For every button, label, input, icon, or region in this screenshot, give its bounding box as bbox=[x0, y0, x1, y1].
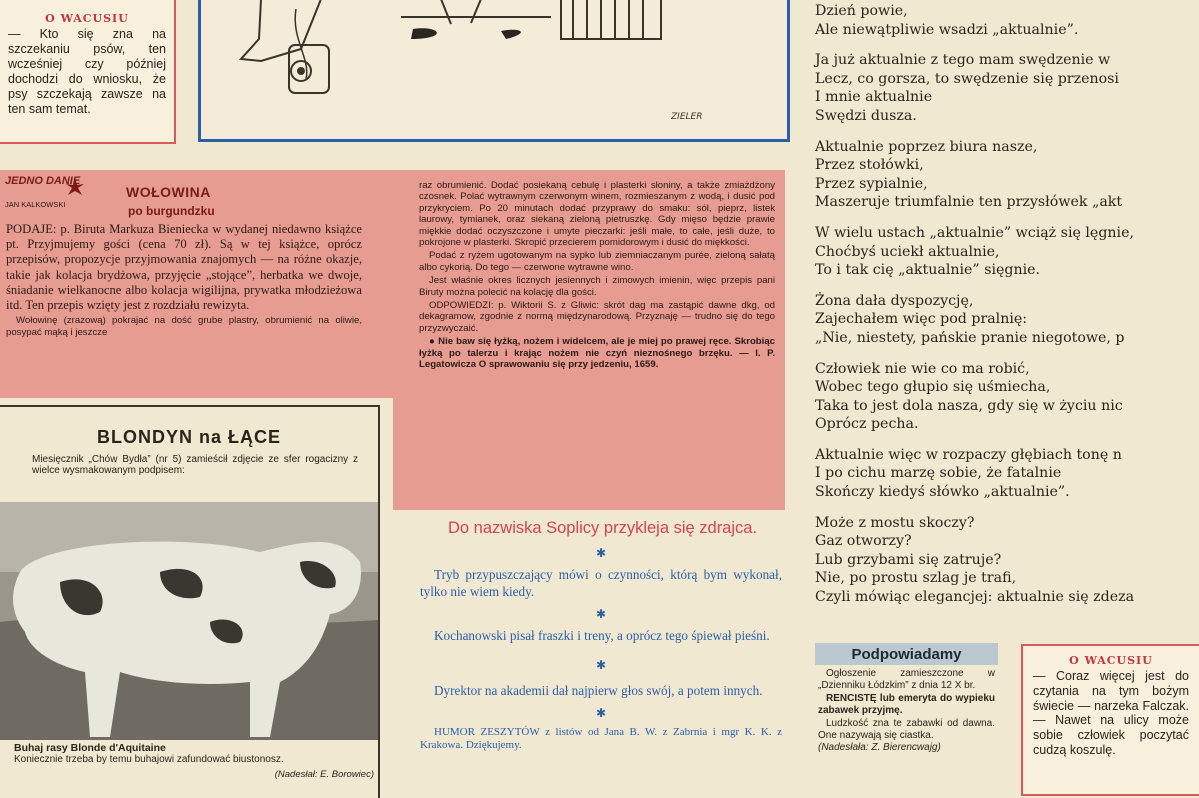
aphorism-2: Kochanowski pisał fraszki i treny, a oprócz tego śpiewał pieśni. bbox=[434, 628, 770, 643]
blondyn-intro: Miesięcznik „Chów Bydła” (nr 5) zamieścił zdjęcie ze sfer rogacizny z wielce wysmakowanym podpisem: bbox=[32, 454, 358, 476]
aphorism-title: Do nazwiska Soplicy przykleja się zdrajca. bbox=[448, 519, 758, 537]
poem-line: Żona dała dyspozycję, bbox=[815, 292, 974, 309]
cartoon-frame bbox=[198, 0, 790, 142]
recipe-quote: ● Nie baw się łyżką, nożem i widelcem, ale je miej po prawej ręce. Skrobiąc łyżką po talerzu i krając nożem nie czyń nieznośnego brzęku. — I. P. Legatowicza O sprawowaniu się przy jedzeniu, 1659. bbox=[419, 336, 775, 371]
poem-line: Lecz, co gorsza, to swędzenie się przenosi bbox=[815, 70, 1119, 87]
poem-line: Swędzi dusza. bbox=[815, 107, 917, 124]
poem-line: Gaz otworzy? bbox=[815, 533, 912, 550]
blondyn-title: BLONDYN na ŁĄCE bbox=[96, 427, 281, 447]
podpowiadamy-title: Podpowiadamy bbox=[815, 643, 998, 665]
poem-stanza-2 bbox=[815, 138, 1199, 212]
wacusiu-text: — Kto się zna na szczekaniu psów, ten wcześniej czy później dochodzi do wniosku, że psy szczekają zawsze na ten sam temat. bbox=[8, 27, 166, 116]
recipe-logo-text: JEDNO DANIE bbox=[5, 175, 81, 187]
poem-line: To i tak cię „aktualnie” sięgnie. bbox=[815, 262, 1041, 279]
bull-caption-title: Buhaj rasy Blonde d'Aquitaine bbox=[14, 742, 166, 754]
star-divider: ✱ bbox=[595, 706, 607, 720]
bull-photo bbox=[0, 502, 378, 740]
aphorism-1: Tryb przypuszczający mówi o czynności, którą bym wykonał, tylko nie wiem kiedy. bbox=[420, 567, 782, 599]
recipe-box-right bbox=[393, 180, 785, 510]
poem-stanza-4 bbox=[815, 292, 1199, 348]
aphorism-credit: HUMOR ZESZYTÓW z listów od Jana B. W. z Zabrnia i mgr K. K. z Krakowa. Dziękujemy. bbox=[420, 726, 782, 751]
poem-line: Przez sypialnie, bbox=[815, 175, 928, 192]
poem-line: Czyli mówiąc elegancjej: aktualnie się zdeza bbox=[815, 589, 1135, 606]
poem-stanza-6 bbox=[815, 446, 1199, 502]
aphorisms-section bbox=[420, 518, 782, 752]
poem-line: Wobec tego głupio się uśmiecha, bbox=[815, 379, 1051, 396]
podpowiadamy-comment: Ludzkość zna te zabawki od dawna. One nazywają się ciastka. bbox=[818, 718, 995, 741]
poem-line: Może z mostu skoczy? bbox=[815, 514, 975, 531]
wacusiu-box-top bbox=[0, 0, 176, 144]
star-divider: ✱ bbox=[595, 607, 607, 621]
poem-line: Zajechałem więc pod pralnię: bbox=[815, 311, 1028, 328]
recipe-intro: PODAJE: p. Biruta Markuza Bieniecka w wydanej niedawno książce pt. Przyjmujemy gości (cena 70 zł). Są w tej książce, oprócz przepisów, propozycje przyjmowania znajomych — na różne okazje, takie jak kolacja brydżowa, przyjęcie „stojące”, herbatka we dwoje, śniadanie wielkanocne albo kolacja wigilijna, prywatka młodzieżowa itd. Ten przepis wzięty jest z rozdziału rewizyta. bbox=[6, 222, 362, 313]
recipe-serving: Podać z ryżem ugotowanym na sypko lub ziemniaczanym purée, zieloną sałatą albo cykorią. Do tego — czerwone wytrawne wino. bbox=[419, 250, 775, 273]
poem-line: Lub grzybami się zatruje? bbox=[815, 551, 1002, 568]
flower-icon bbox=[63, 176, 87, 198]
bull-image bbox=[0, 502, 378, 740]
poem-line: Oprócz pecha. bbox=[815, 416, 919, 433]
podpowiadamy-section bbox=[815, 643, 998, 754]
bull-caption: Koniecznie trzeba by temu buhajowi zafundować biustonosz. bbox=[14, 754, 284, 765]
bull-credit: (Nadesłał: E. Borowiec) bbox=[274, 769, 374, 780]
poem-line: Przez stołówki, bbox=[815, 157, 924, 174]
poem-stanza-1 bbox=[815, 51, 1199, 125]
recipe-answers: ODPOWIEDZI: p. Wiktorii S. z Gliwic: skrót dag ma zastąpić dawne dkg, od dekagramow, zgodnie z normą międzynarodową. Przyznaję — trudno się do tego przyzwyczaić. bbox=[419, 300, 775, 334]
poem-stanza-7 bbox=[815, 514, 1199, 607]
cartoon-signature: ZIELER bbox=[671, 112, 703, 122]
poem-line: W wielu ustach „aktualnie” wciąż się lęgnie, bbox=[815, 224, 1134, 241]
star-divider: ✱ bbox=[595, 546, 607, 560]
cartoon-drawing bbox=[201, 0, 787, 139]
poem-column bbox=[815, 2, 1199, 619]
poem-line: Ale niewątpliwie wsadzi „aktualnie”. bbox=[815, 21, 1079, 38]
poem-line: Dzień powie, bbox=[815, 3, 908, 19]
podpowiadamy-intro: Ogłoszenie zamieszczone w „Dzienniku Łódzkim” z dnia 12 X br. bbox=[818, 668, 995, 691]
poem-line: Ja już aktualnie z tego mam swędzenie w bbox=[815, 52, 1111, 69]
poem-stanza-5 bbox=[815, 360, 1199, 434]
wacusiu-title: O WACUSIU bbox=[1069, 654, 1153, 667]
recipe-subtitle: po burgundzku bbox=[128, 204, 215, 218]
recipe-author: JAN KALKOWSKI bbox=[5, 200, 66, 209]
poem-line: Aktualnie poprzez biura nasze, bbox=[815, 138, 1038, 155]
recipe-title: WOŁOWINA bbox=[126, 184, 211, 200]
poem-line: Skończy kiedyś słówko „aktualnie”. bbox=[815, 484, 1070, 501]
bull-caption-block bbox=[14, 743, 374, 780]
podpowiadamy-ad: RENCISTĘ lub emeryta do wypieku zabawek przyjmę. bbox=[818, 693, 995, 716]
wacusiu-box-bottom bbox=[1021, 644, 1199, 796]
poem-line: Choćbyś uciekł aktualnie, bbox=[815, 243, 1000, 260]
poem-line: Aktualnie więc w rozpaczy głębiach tonę n bbox=[815, 446, 1122, 463]
poem-stanza-0 bbox=[815, 2, 1199, 39]
recipe-step-2: raz obrumienić. Dodać posiekaną cebulę i plasterki słoniny, a także zmiażdżony czosnek. Polać wytrawnym czerwonym winem, rozmieszanym z wodą, i dusić pod przykryciem. Po 20 minutach dodać przyprawy do smaku: sól, pieprz, listek laurowy, tymianek, oraz siekaną zieloną pietruszkę. Gdy mięso będzie prawie miękkie dodać oczyszczone i umyte pieczarki: jeśli małe, to całe, jeśli duże, to pokrojone w plasterki. Skropić przecierem pomidorowym i dusić do miękkości. bbox=[419, 180, 775, 249]
poem-line: Nie, po prostu szlag je trafi, bbox=[815, 570, 1017, 587]
recipe-note: Jest właśnie okres licznych jesiennych i zimowych imienin, więc przepis pani Biruty można polecić na kolację dla gości. bbox=[419, 275, 775, 298]
wacusiu-text: — Coraz więcej jest do czytania na tym bożym świecie — narzeka Falczak. — Nawet na ulicy może sobie człowiek poczytać cudzą koszulę. bbox=[1033, 669, 1189, 757]
star-divider: ✱ bbox=[595, 658, 607, 672]
aphorism-3: Dyrektor na akademii dał najpierw głos swój, a potem innych. bbox=[434, 683, 763, 698]
poem-stanza-3 bbox=[815, 224, 1199, 280]
poem-line: I mnie aktualnie bbox=[815, 89, 933, 106]
poem-line: Maszeruje triumfalnie ten przysłówek „akt bbox=[815, 194, 1123, 211]
poem-line: Taka to jest dola nasza, gdy się w życiu nic bbox=[815, 397, 1123, 414]
wacusiu-title: O WACUSIU bbox=[45, 12, 129, 25]
recipe-logo bbox=[5, 176, 90, 212]
poem-line: I po cichu marzę sobie, że fatalnie bbox=[815, 465, 1062, 482]
recipe-step-1: Wołowinę (zrazową) pokrajać na dość grube plastry, obrumienić na oliwie, posypać mąką i jeszcze bbox=[6, 315, 362, 338]
podpowiadamy-credit: (Nadesłała: Z. Bierencwajg) bbox=[818, 742, 941, 753]
poem-line: „Nie, niestety, pańskie pranie niegotowe, p bbox=[815, 329, 1125, 346]
poem-line: Człowiek nie wie co ma robić, bbox=[815, 360, 1030, 377]
